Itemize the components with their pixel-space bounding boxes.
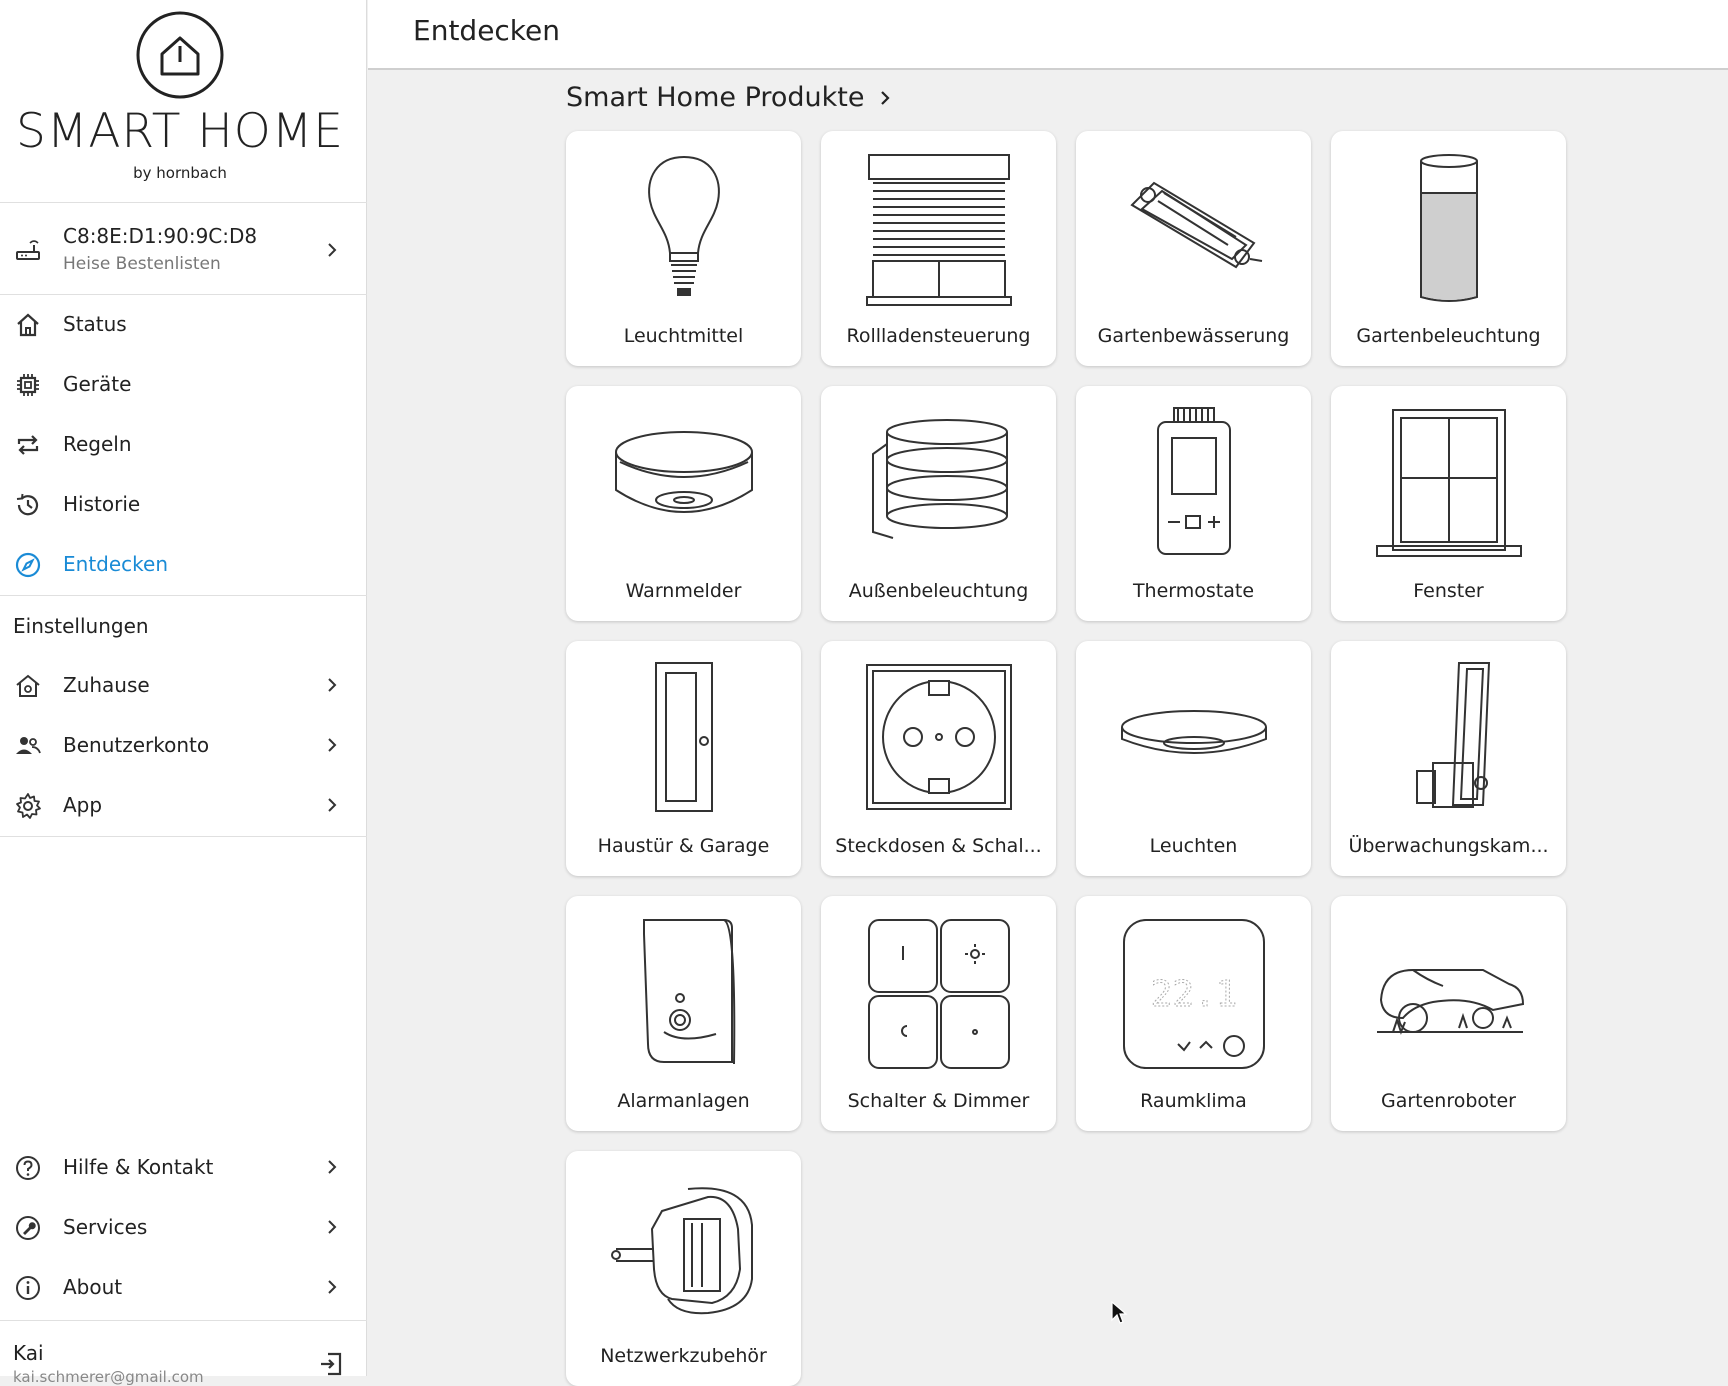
chevron-right-icon [325,1280,339,1294]
device-mac: C8:8E:D1:90:9C:D8 [63,224,258,248]
product-tile[interactable] [1331,386,1566,621]
shutter-icon [863,149,1015,309]
nav-status-label: Status [63,312,127,336]
wrench-icon [14,1214,42,1242]
divider [0,836,367,837]
page-header [368,0,1728,70]
info-icon [14,1274,42,1302]
mower-icon [1373,914,1525,1074]
router-icon [14,236,42,264]
nav-status[interactable] [0,296,367,352]
nav-geraete-label: Geräte [63,372,132,396]
product-label: Haustür & Garage [597,835,770,857]
nav-benutzerkonto-label: Benutzerkonto [63,733,210,757]
product-label: Gartenbeleuchtung [1356,325,1541,347]
product-tile[interactable] [566,386,801,621]
page-title: Entdecken [413,14,560,47]
product-label: Gartenroboter [1380,1090,1516,1112]
chip-icon [14,371,42,399]
home-power-icon [135,10,225,100]
product-label: Schalter & Dimmer [847,1090,1030,1112]
home-icon [14,311,42,339]
nav-services-label: Services [63,1215,148,1239]
product-label: Netzwerkzubehör [600,1345,767,1367]
chevron-right-icon [325,243,339,257]
socket-icon [863,659,1015,819]
nav-entdecken[interactable] [0,536,367,592]
nav-historie[interactable] [0,476,367,532]
product-label: Überwachungskam... [1348,835,1549,857]
camera-icon [1373,659,1525,819]
nav-entdecken-label: Entdecken [63,552,168,576]
product-label: Warnmelder [625,580,742,602]
product-label: Raumklima [1140,1090,1247,1112]
climate-display: 22.1 [1150,974,1238,1015]
device-selector[interactable] [0,204,367,295]
home-settings-icon [14,672,42,700]
user-name: Kai [13,1341,44,1365]
product-tile[interactable] [1331,896,1566,1131]
product-label: Fenster [1413,580,1484,602]
outdoor-light-icon [863,404,1015,564]
section-title: Smart Home Produkte [566,82,865,113]
nav-geraete[interactable] [0,356,367,412]
nav-about[interactable] [0,1259,367,1315]
product-tile[interactable] [821,131,1056,366]
product-tile[interactable] [566,1151,801,1386]
smoke-detector-icon [608,404,760,564]
bulb-icon [608,149,760,309]
logout-icon[interactable] [318,1351,344,1377]
settings-heading: Einstellungen [13,614,149,638]
nav-zuhause[interactable] [0,657,367,713]
history-icon [14,491,42,519]
help-icon [14,1154,42,1182]
gear-icon [14,792,42,820]
chevron-right-icon [325,798,339,812]
nav-historie-label: Historie [63,492,141,516]
nav-hilfe-label: Hilfe & Kontakt [63,1155,214,1179]
product-label: Leuchten [1149,835,1238,857]
product-label: Gartenbewässerung [1097,325,1290,347]
product-label: Rollladensteuerung [846,325,1031,347]
chevron-right-icon [325,1220,339,1234]
repeat-icon [14,431,42,459]
chevron-right-icon [325,738,339,752]
nav-zuhause-label: Zuhause [63,673,150,697]
garden-lamp-icon [1373,149,1525,309]
nav-hilfe[interactable] [0,1139,367,1195]
user-email: kai.schmerer@gmail.com [13,1368,204,1386]
window-icon [1373,404,1525,564]
product-tile[interactable] [566,896,801,1131]
alarm-icon [608,914,760,1074]
product-tile[interactable] [1076,386,1311,621]
brand-title: SMART HOME [15,104,344,159]
product-label: Leuchtmittel [623,325,744,347]
product-tile[interactable] [1331,131,1566,366]
product-label: Alarmanlagen [617,1090,750,1112]
nav-regeln[interactable] [0,416,367,472]
product-tile[interactable] [1076,896,1311,1131]
users-icon [14,732,42,760]
user-panel [0,1320,367,1386]
nav-services[interactable] [0,1199,367,1255]
nav-benutzerkonto[interactable] [0,717,367,773]
divider [0,595,367,596]
product-tile[interactable] [1076,131,1311,366]
product-tile[interactable] [1331,641,1566,876]
product-tile[interactable] [1076,641,1311,876]
sidebar [0,0,367,1386]
chevron-right-icon [325,678,339,692]
climate-icon [1118,914,1270,1074]
product-label: Außenbeleuchtung [848,580,1029,602]
nav-regeln-label: Regeln [63,432,132,456]
product-tile[interactable] [566,641,801,876]
nav-about-label: About [63,1275,123,1299]
section-title-link[interactable] [566,82,891,113]
mouse-cursor-icon [1110,1300,1128,1326]
product-label: Thermostate [1132,580,1255,602]
switch-icon [863,914,1015,1074]
product-tile[interactable] [566,131,801,366]
product-tile[interactable] [821,386,1056,621]
plug-icon [608,1169,760,1329]
thermostat-icon [1118,404,1270,564]
device-network: Heise Bestenlisten [63,254,221,274]
chevron-right-icon [325,1160,339,1174]
product-tile[interactable] [821,896,1056,1131]
ceiling-light-icon [1118,659,1270,819]
brand-logo [0,0,367,203]
product-label: Steckdosen & Schal... [835,835,1042,857]
sprinkler-icon [1118,149,1270,309]
nav-app-label: App [63,793,103,817]
nav-app[interactable] [0,777,367,833]
product-tile[interactable] [821,641,1056,876]
door-icon [608,659,760,819]
compass-icon [14,551,42,579]
brand-subtitle: by hornbach [133,164,227,182]
chevron-right-icon [879,89,891,107]
